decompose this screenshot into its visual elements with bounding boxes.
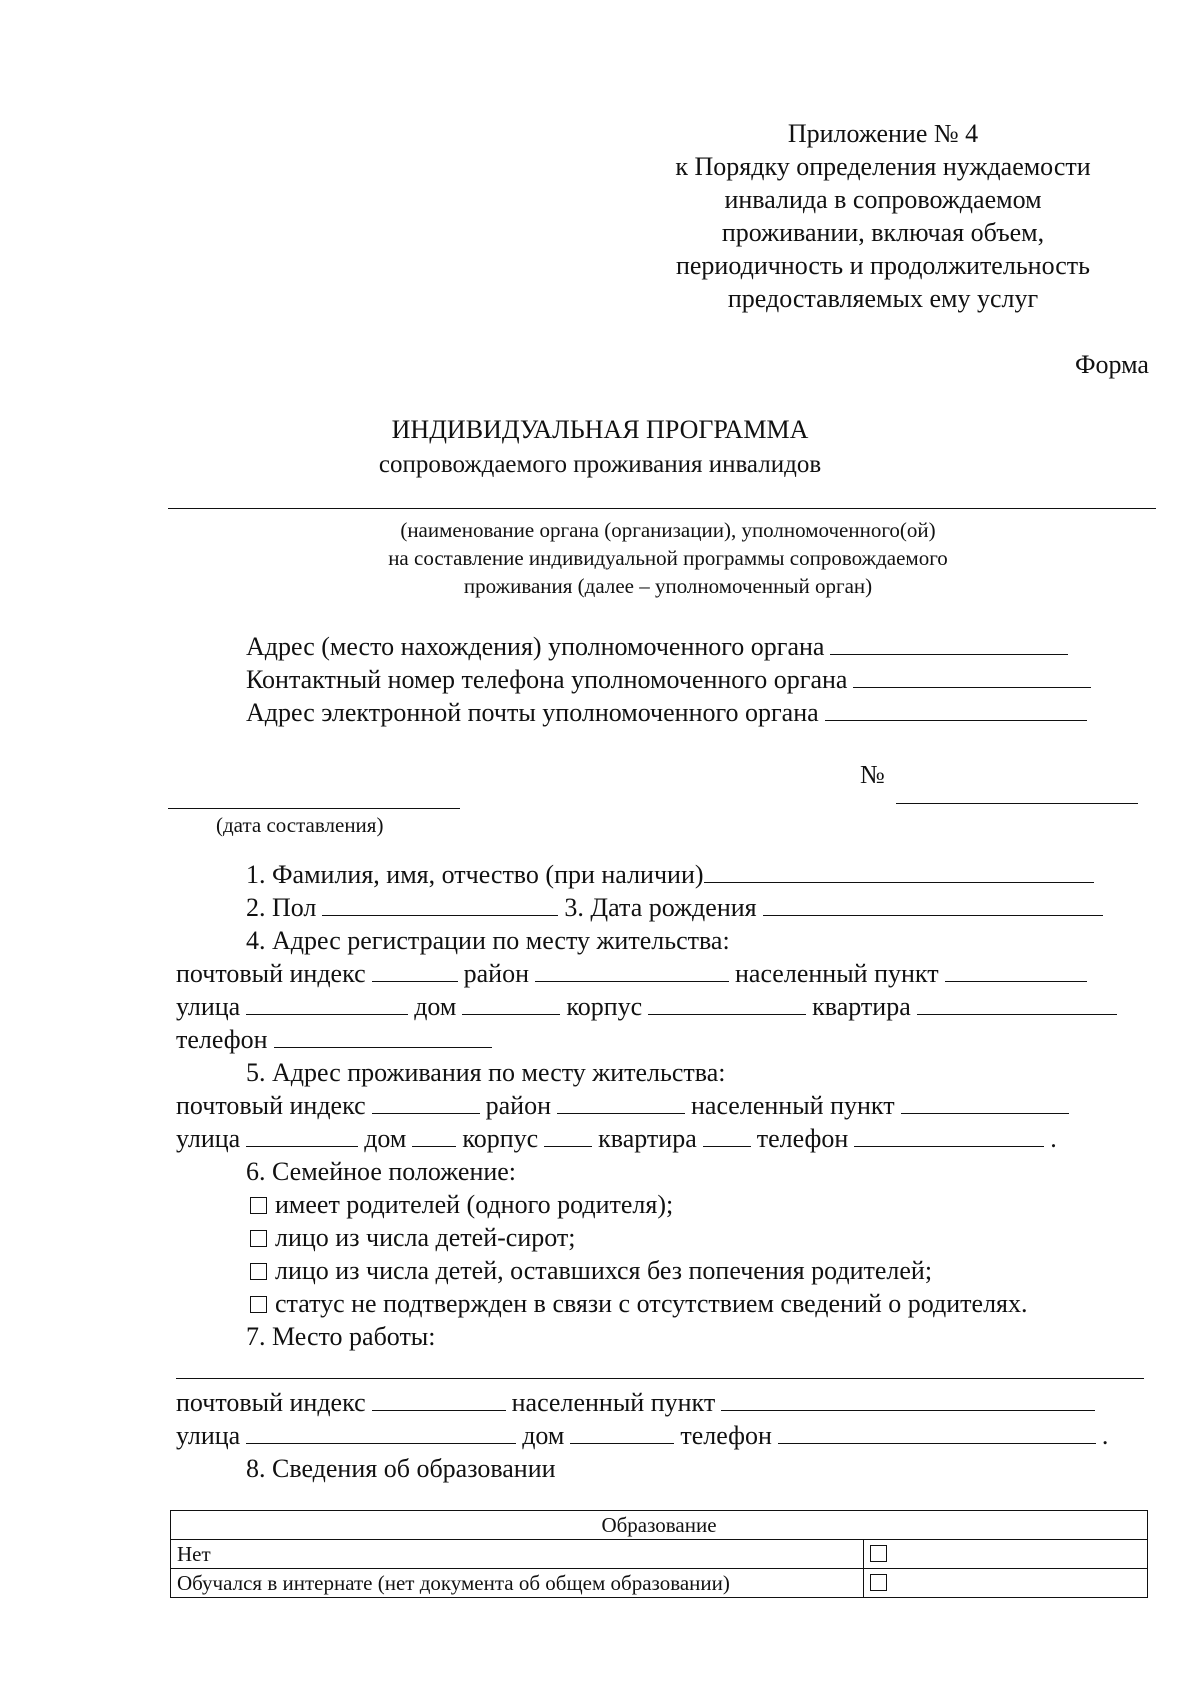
res-period: . xyxy=(1050,1124,1057,1153)
checkbox-icon[interactable] xyxy=(250,1230,267,1247)
organ-caption-line-1: (наименование органа (организации), уполномоченного(ой) xyxy=(400,518,936,542)
work-postal-label: почтовый индекс xyxy=(176,1388,366,1417)
section-6-label: 6. Семейное положение: xyxy=(246,1157,517,1186)
date-field[interactable] xyxy=(168,808,460,809)
education-table xyxy=(170,1510,1148,1598)
res-street-field[interactable] xyxy=(246,1126,358,1147)
work-address-row-1 xyxy=(176,1390,1101,1416)
full-name-field[interactable] xyxy=(704,862,1094,883)
res-building-label: корпус xyxy=(462,1124,539,1153)
organ-address-field[interactable] xyxy=(830,634,1068,655)
reg-district-field[interactable] xyxy=(535,961,729,982)
checkbox-icon[interactable] xyxy=(250,1263,267,1280)
work-phone-label: телефон xyxy=(680,1421,772,1450)
reg-building-label: корпус xyxy=(566,992,643,1021)
reg-locality-label: населенный пункт xyxy=(735,959,939,988)
organ-phone-label: Контактный номер телефона уполномоченного органа xyxy=(246,665,848,694)
organ-name-line[interactable] xyxy=(168,508,1156,509)
res-address-row-1 xyxy=(176,1093,1075,1119)
reg-address-row-1 xyxy=(176,961,1093,987)
organ-caption-line-2: на составление индивидуальной программы сопровождаемого xyxy=(388,546,948,570)
work-phone-field[interactable] xyxy=(778,1423,1096,1444)
family-option-1[interactable] xyxy=(250,1192,673,1218)
date-caption: (дата составления) xyxy=(216,813,384,837)
form-label: Форма xyxy=(1075,350,1149,379)
reg-house-label: дом xyxy=(414,992,457,1021)
family-option-2[interactable] xyxy=(250,1225,575,1251)
res-apartment-label: квартира xyxy=(598,1124,697,1153)
appendix-number: Приложение № 4 xyxy=(787,119,979,148)
res-house-field[interactable] xyxy=(412,1126,456,1147)
work-house-field[interactable] xyxy=(570,1423,674,1444)
organ-address-row xyxy=(246,634,1074,660)
work-street-label: улица xyxy=(176,1421,241,1450)
res-district-label: район xyxy=(485,1091,551,1120)
work-postal-field[interactable] xyxy=(372,1390,506,1411)
section-2-label: 2. Пол xyxy=(246,893,317,922)
number-sign: № xyxy=(860,760,885,789)
reg-street-field[interactable] xyxy=(246,994,408,1015)
reg-phone-field[interactable] xyxy=(274,1027,492,1048)
res-locality-label: населенный пункт xyxy=(691,1091,895,1120)
reg-apartment-field[interactable] xyxy=(917,994,1117,1015)
checkbox-icon[interactable] xyxy=(870,1545,887,1562)
education-option-label: Обучался в интернате (нет документа об общем образовании) xyxy=(171,1569,864,1598)
work-street-field[interactable] xyxy=(246,1423,516,1444)
organ-phone-row xyxy=(246,667,1097,693)
checkbox-icon[interactable] xyxy=(250,1197,267,1214)
organ-email-row xyxy=(246,700,1093,726)
table-row xyxy=(171,1569,1148,1598)
appendix-line-1: к Порядку определения нуждаемости xyxy=(675,152,1091,181)
education-table-header xyxy=(171,1511,1148,1540)
work-house-label: дом xyxy=(522,1421,565,1450)
res-street-label: улица xyxy=(176,1124,241,1153)
section-2-3-row xyxy=(246,895,1109,921)
workplace-field[interactable] xyxy=(176,1378,1144,1379)
document-subtitle: сопровождаемого проживания инвалидов xyxy=(378,451,822,478)
reg-phone-row xyxy=(176,1027,498,1053)
reg-locality-field[interactable] xyxy=(945,961,1087,982)
organ-phone-field[interactable] xyxy=(853,667,1091,688)
work-locality-field[interactable] xyxy=(721,1390,1095,1411)
work-period: . xyxy=(1101,1421,1109,1450)
section-1-row xyxy=(246,862,1100,888)
reg-postal-label: почтовый индекс xyxy=(176,959,366,988)
family-option-label: лицо из числа детей-сирот; xyxy=(275,1223,576,1252)
family-option-label: имеет родителей (одного родителя); xyxy=(275,1190,674,1219)
education-option-checkbox-cell[interactable] xyxy=(864,1569,1148,1598)
checkbox-icon[interactable] xyxy=(870,1574,887,1591)
organ-email-field[interactable] xyxy=(825,700,1087,721)
reg-street-label: улица xyxy=(176,992,241,1021)
gender-field[interactable] xyxy=(322,895,558,916)
family-option-4[interactable] xyxy=(250,1291,1028,1317)
table-row xyxy=(171,1540,1148,1569)
reg-postal-field[interactable] xyxy=(372,961,458,982)
number-field[interactable] xyxy=(896,803,1138,804)
reg-district-label: район xyxy=(463,959,529,988)
reg-phone-label: телефон xyxy=(176,1025,268,1054)
section-1-label: 1. Фамилия, имя, отчество (при наличии) xyxy=(246,860,704,889)
work-address-row-2 xyxy=(176,1423,1108,1449)
section-7-label: 7. Место работы: xyxy=(246,1322,436,1351)
organ-email-label: Адрес электронной почты уполномоченного органа xyxy=(246,698,819,727)
birth-date-field[interactable] xyxy=(763,895,1103,916)
section-5-label: 5. Адрес проживания по месту жительства: xyxy=(246,1058,726,1087)
res-address-row-2 xyxy=(176,1126,1057,1152)
reg-building-field[interactable] xyxy=(648,994,806,1015)
section-3-label: 3. Дата рождения xyxy=(564,893,757,922)
reg-apartment-label: квартира xyxy=(812,992,911,1021)
res-phone-label: телефон xyxy=(756,1124,849,1153)
appendix-line-2: инвалида в сопровождаемом xyxy=(724,185,1042,214)
education-header-cell: Образование xyxy=(171,1511,1148,1540)
education-option-checkbox-cell[interactable] xyxy=(864,1540,1148,1569)
section-4-label: 4. Адрес регистрации по месту жительства: xyxy=(246,926,730,955)
res-apartment-field[interactable] xyxy=(703,1126,751,1147)
family-option-3[interactable] xyxy=(250,1258,932,1284)
education-option-label: Нет xyxy=(171,1540,864,1569)
res-postal-label: почтовый индекс xyxy=(176,1091,366,1120)
work-locality-label: населенный пункт xyxy=(511,1388,716,1417)
organ-caption-line-3: проживания (далее – уполномоченный орган) xyxy=(463,574,873,598)
res-building-field[interactable] xyxy=(544,1126,592,1147)
reg-house-field[interactable] xyxy=(462,994,560,1015)
document-title: ИНДИВИДУАЛЬНАЯ ПРОГРАММА xyxy=(391,415,809,444)
appendix-line-4: периодичность и продолжительность xyxy=(675,251,1091,280)
reg-address-row-2 xyxy=(176,994,1123,1020)
checkbox-icon[interactable] xyxy=(250,1296,267,1313)
organ-address-label: Адрес (место нахождения) уполномоченного органа xyxy=(246,632,825,661)
res-phone-field[interactable] xyxy=(854,1126,1044,1147)
res-locality-field[interactable] xyxy=(901,1093,1069,1114)
res-district-field[interactable] xyxy=(557,1093,685,1114)
res-postal-field[interactable] xyxy=(372,1093,480,1114)
family-option-label: лицо из числа детей, оставшихся без попечения родителей; xyxy=(275,1256,933,1285)
res-house-label: дом xyxy=(364,1124,407,1153)
appendix-line-5: предоставляемых ему услуг xyxy=(727,284,1039,313)
section-8-label: 8. Сведения об образовании xyxy=(246,1454,556,1483)
appendix-line-3: проживании, включая объем, xyxy=(721,218,1045,247)
family-option-label: статус не подтвержден в связи с отсутствием сведений о родителях. xyxy=(275,1289,1028,1318)
